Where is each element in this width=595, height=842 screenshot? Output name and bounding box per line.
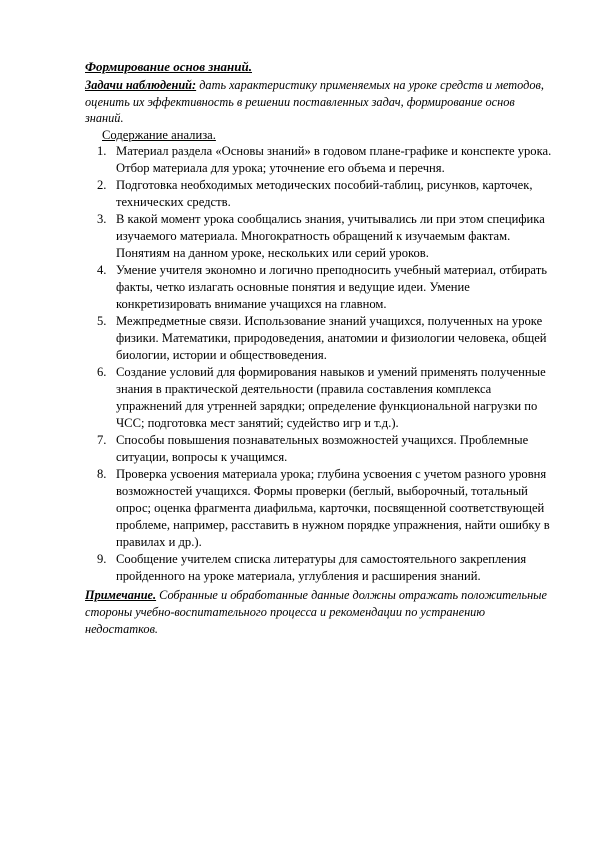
list-item [85,211,555,262]
note-text: Собранные и обработанные данные должны отражать положительные стороны учебно-воспитательного процесса и рекомендации по устранению недостатков. [85,588,547,636]
analysis-heading: Содержание анализа. [102,127,216,142]
list-item [85,364,555,432]
list-item [85,143,555,177]
list-item-text: Материал раздела «Основы знаний» в годовом плане-графике и конспекте урока. Отбор материала для урока; уточнение его объема и перечня. [116,144,552,176]
list-item [85,432,555,466]
list-item-text: Умение учителя экономно и логично преподносить учебный материал, отбирать факты, четко излагать основные понятия и ведущие идеи. Умение конкретизировать внимание учащихся на главном. [116,263,547,312]
observation-tasks-text: дать характеристику применяемых на уроке средств и методов, оценить их эффективность в решении поставленных задач, формирование основ знаний. [85,78,544,126]
list-item-number: 1. [97,144,107,159]
list-item-text: Сообщение учителем списка литературы для самостоятельного закрепления пройденного на уроке материала, углубления и расширения знаний. [116,552,527,584]
list-item-number: 2. [97,178,107,193]
list-item-number: 3. [97,212,107,227]
observation-tasks-lead: Задачи наблюдений: [85,78,197,92]
document-page [85,57,555,637]
list-item-text: Межпредметные связи. Использование знаний учащихся, полученных на уроке физики. Математики, природоведения, анатомии и физиологии человека, общей биологии, истории и обществоведения. [116,314,547,363]
note-lead: Примечание. [85,588,157,603]
document-title: Формирование основ знаний. [85,59,252,74]
list-item-number: 8. [97,467,107,482]
note-paragraph [85,587,555,637]
analysis-list [85,143,555,585]
list-item-number: 5. [97,314,107,329]
list-item [85,466,555,551]
observation-tasks [85,77,555,127]
list-item-text: Способы повышения познавательных возможностей учащихся. Проблемные ситуации, вопросы к учащимся. [116,433,529,465]
list-item-text: В какой момент урока сообщались знания, учитывались ли при этом специфика изучаемого материала. Многократность обращений к изучаемым фактам. Понятиям на данном уроке, нескольких или серий уроков. [116,212,545,261]
list-item-text: Подготовка необходимых методических пособий-таблиц, рисунков, карточек, технических средств. [116,178,533,210]
list-item-number: 7. [97,433,107,448]
list-item-number: 4. [97,263,107,278]
list-item-text: Создание условий для формирования навыков и умений применять полученные знания в практической деятельности (правила составления комплекса упражнений для утренней зарядки; определение функциональной нагрузки по ЧСС; подготовка мест занятий; судейство игр и т.д.). [116,365,546,431]
list-item-text: Проверка усвоения материала урока; глубина усвоения с учетом разного уровня возможностей учащихся. Формы проверки (беглый, выборочный, тотальный опрос; оценка фрагмента диафильма, карточки, посвященной соответствующей проблеме, например, расставить в нужном порядке упражнения, найти ошибку в правилах и др.). [116,467,550,550]
list-item [85,551,555,585]
list-item [85,262,555,313]
list-item-number: 9. [97,552,107,567]
list-item [85,177,555,211]
list-item [85,313,555,364]
list-item-number: 6. [97,365,107,380]
